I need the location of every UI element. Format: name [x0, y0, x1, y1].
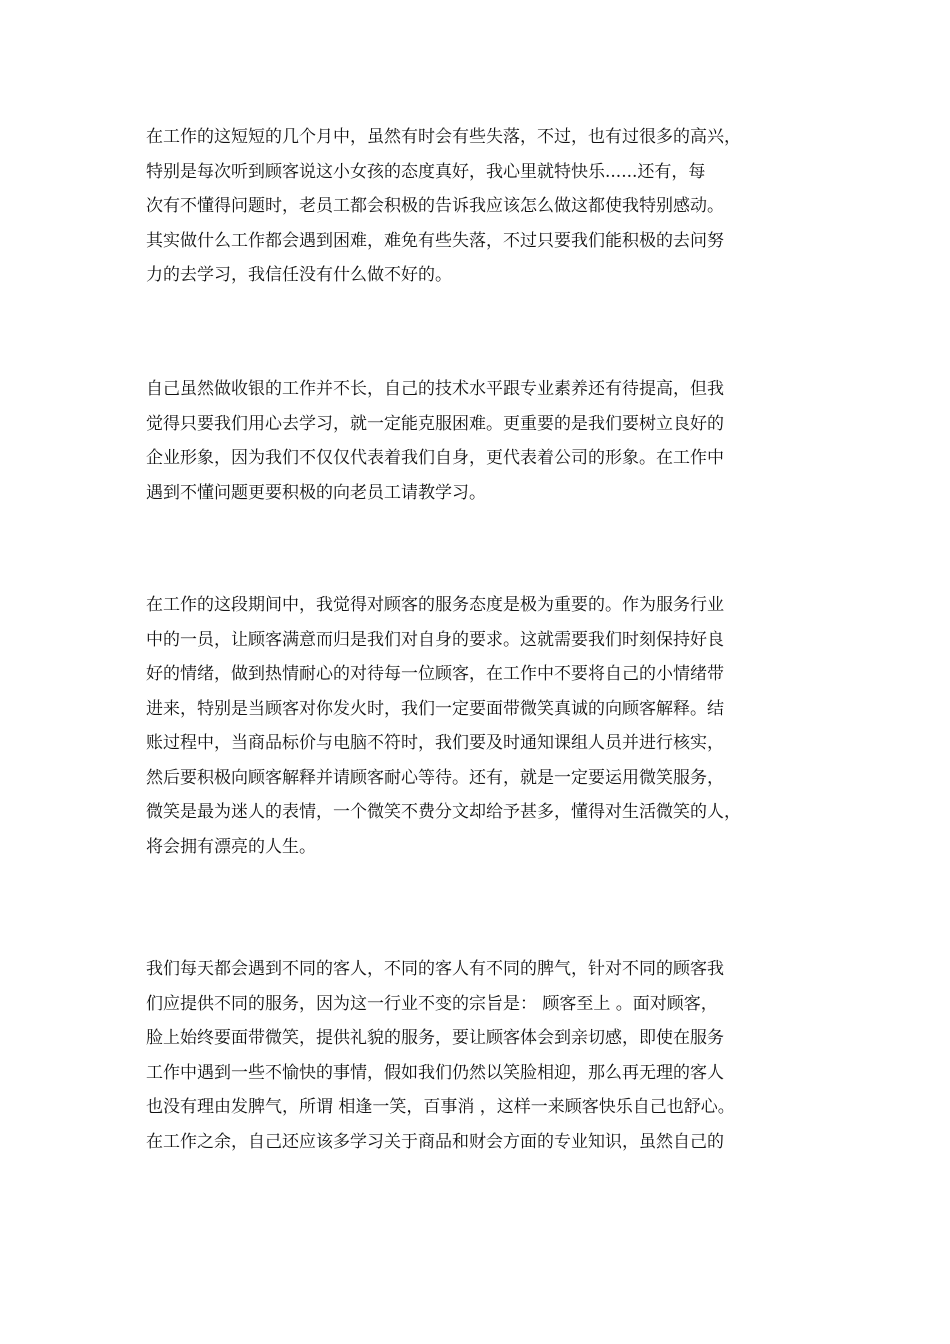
paragraph-line: 觉得只要我们用心去学习，就一定能克服困难。更重要的是我们要树立良好的	[146, 413, 724, 434]
paragraph-line: 力的去学习，我信任没有什么做不好的。	[146, 265, 452, 285]
paragraph-line: 微笑是最为迷人的表情，一个微笑不费分文却给予甚多，懂得对生活微笑的人，	[146, 802, 741, 822]
paragraph-line: 也没有理由发脾气，所谓 相逢一笑，百事消 ，这样一来顾客快乐自己也舒心。	[146, 1097, 735, 1117]
paragraph-line: 企业形象，因为我们不仅仅代表着我们自身，更代表着公司的形象。在工作中	[146, 448, 724, 468]
paragraph-line: 我们每天都会遇到不同的客人，不同的客人有不同的脾气，针对不同的顾客我	[146, 959, 724, 979]
paragraph-4	[146, 952, 816, 1159]
paragraph-line: 进来，特别是当顾客对你发火时，我们一定要面带微笑真诚的向顾客解释。结	[146, 698, 724, 719]
paragraph-2	[146, 372, 816, 510]
paragraph-line: 在工作的这短短的几个月中，虽然有时会有些失落，不过，也有过很多的高兴，	[146, 127, 741, 147]
paragraph-line: 特别是每次听到顾客说这小女孩的态度真好，我心里就特快乐......还有，每	[146, 161, 706, 182]
paragraph-line: 自己虽然做收银的工作并不长，自己的技术水平跟专业素养还有待提高，但我	[146, 379, 724, 399]
paragraph-line: 次有不懂得问题时，老员工都会积极的告诉我应该怎么做这都使我特别感动。	[146, 196, 724, 216]
paragraph-line: 工作中遇到一些不愉快的事情，假如我们仍然以笑脸相迎，那么再无理的客人	[146, 1062, 724, 1083]
paragraph-line: 遇到不懂问题更要积极的向老员工请教学习。	[146, 482, 486, 503]
paragraph-3	[146, 588, 816, 864]
paragraph-line: 好的情绪，做到热情耐心的对待每一位顾客，在工作中不要将自己的小情绪带	[146, 664, 724, 684]
paragraph-1	[146, 120, 816, 293]
paragraph-line: 账过程中，当商品标价与电脑不符时，我们要及时通知课组人员并进行核实，	[146, 733, 724, 753]
paragraph-line: 其实做什么工作都会遇到困难，难免有些失落，不过只要我们能积极的去问努	[146, 230, 724, 251]
paragraph-line: 然后要积极向顾客解释并请顾客耐心等待。还有，就是一定要运用微笑服务，	[146, 767, 724, 788]
paragraph-line: 中的一员，让顾客满意而归是我们对自身的要求。这就需要我们时刻保持好良	[146, 629, 724, 650]
paragraph-line: 脸上始终要面带微笑，提供礼貌的服务，要让顾客体会到亲切感，即使在服务	[146, 1028, 724, 1048]
paragraph-line: 们应提供不同的服务，因为这一行业不变的宗旨是： 顾客至上 。面对顾客，	[146, 993, 718, 1014]
paragraph-line: 将会拥有漂亮的人生。	[146, 836, 316, 857]
paragraph-line: 在工作之余，自己还应该多学习关于商品和财会方面的专业知识，虽然自己的	[146, 1131, 724, 1152]
paragraph-line: 在工作的这段期间中，我觉得对顾客的服务态度是极为重要的。作为服务行业	[146, 595, 724, 615]
